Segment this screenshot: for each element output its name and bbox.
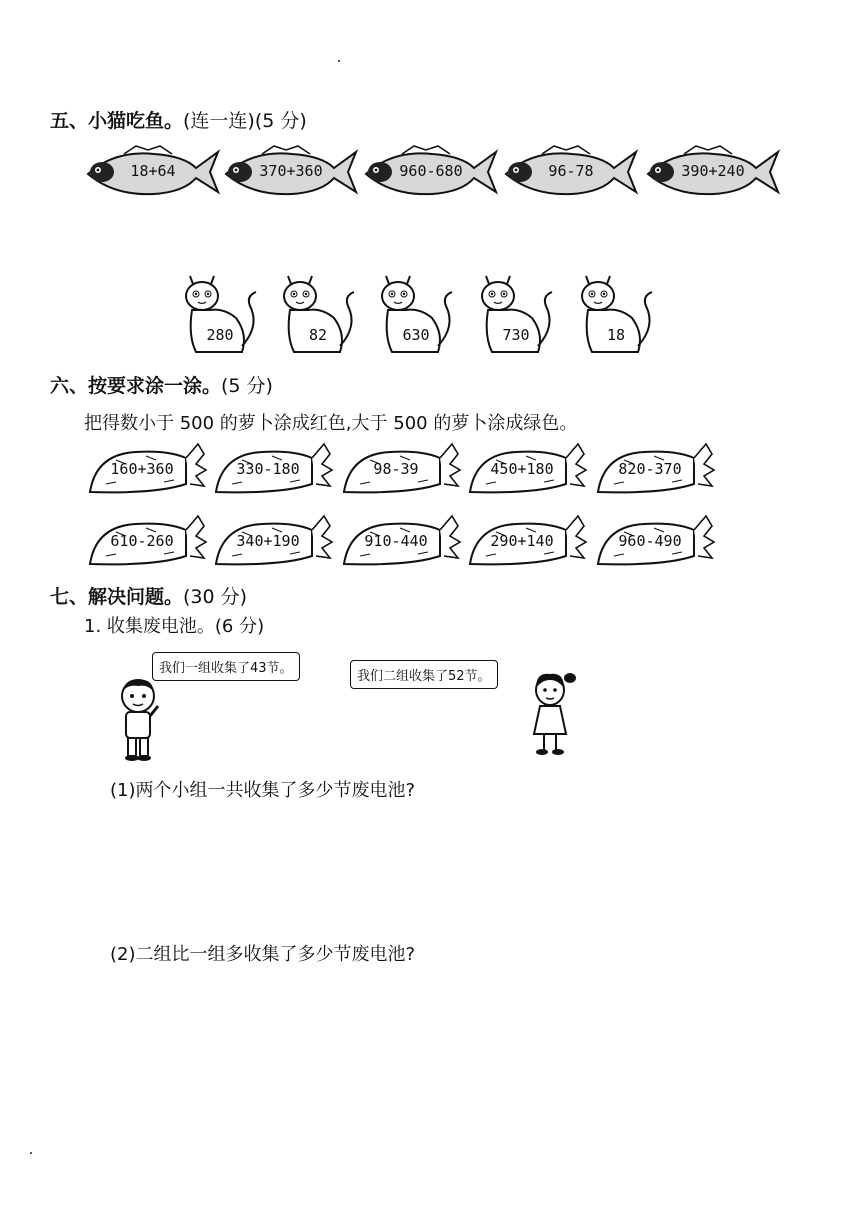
radish-item[interactable] <box>86 512 208 570</box>
cat-item[interactable] <box>576 266 662 358</box>
fish-expression: 370+360 <box>259 162 323 180</box>
section6-instruction: 把得数小于 500 的萝卜涂成红色,大于 500 的萝卜涂成绿色。 <box>84 413 578 434</box>
girl-illustration <box>520 668 582 764</box>
fish-item[interactable] <box>222 144 360 200</box>
section7-title-text: 七、解决问题。 <box>50 586 184 608</box>
cat-number: 18 <box>606 326 626 344</box>
scan-speck <box>30 1152 32 1154</box>
radish-expression: 290+140 <box>490 532 554 550</box>
section6-title-text: 六、按要求涂一涂。 <box>50 375 222 397</box>
section5-note: (连一连)(5 分) <box>183 110 307 132</box>
section5-title <box>50 106 307 133</box>
section5-title-text: 五、小猫吃鱼。 <box>50 110 184 132</box>
section7-title <box>50 582 247 609</box>
radish-item[interactable] <box>594 440 716 498</box>
radish-item[interactable] <box>212 440 334 498</box>
cat-item[interactable] <box>278 266 364 358</box>
radish-expression: 610-260 <box>110 532 174 550</box>
problem1-title: 1. 收集废电池。(6 分) <box>84 616 265 637</box>
section6-title <box>50 371 273 398</box>
radish-item[interactable] <box>466 440 588 498</box>
radish-expression: 960-490 <box>618 532 682 550</box>
cat-number: 280 <box>206 326 234 344</box>
radish-item[interactable] <box>466 512 588 570</box>
cat-number: 730 <box>502 326 530 344</box>
radish-item[interactable] <box>212 512 334 570</box>
radish-expression: 160+360 <box>110 460 174 478</box>
fish-expression: 390+240 <box>681 162 745 180</box>
girl-speech-bubble: 我们二组收集了52节。 <box>350 660 498 689</box>
radish-expression: 450+180 <box>490 460 554 478</box>
fish-item[interactable] <box>362 144 500 200</box>
cat-item[interactable] <box>180 266 266 358</box>
radish-expression: 330-180 <box>236 460 300 478</box>
fish-item[interactable] <box>644 144 782 200</box>
radish-item[interactable] <box>340 512 462 570</box>
fish-item[interactable] <box>84 144 222 200</box>
cat-item[interactable] <box>376 266 462 358</box>
section6-note: (5 分) <box>221 375 273 397</box>
radish-expression: 910-440 <box>364 532 428 550</box>
cat-number: 82 <box>308 326 328 344</box>
radish-expression: 340+190 <box>236 532 300 550</box>
boy-illustration <box>108 676 168 768</box>
question-1: (1)两个小组一共收集了多少节废电池? <box>110 780 416 801</box>
cat-item[interactable] <box>476 266 562 358</box>
question-2: (2)二组比一组多收集了多少节废电池? <box>110 944 416 965</box>
radish-expression: 98-39 <box>373 460 419 478</box>
radish-item[interactable] <box>594 512 716 570</box>
fish-item[interactable] <box>502 144 640 200</box>
section7-note: (30 分) <box>183 586 248 608</box>
radish-item[interactable] <box>340 440 462 498</box>
radish-expression: 820-370 <box>618 460 682 478</box>
fish-expression: 96-78 <box>548 162 594 180</box>
fish-expression: 960-680 <box>399 162 463 180</box>
radish-item[interactable] <box>86 440 208 498</box>
fish-expression: 18+64 <box>130 162 176 180</box>
boy-speech-bubble: 我们一组收集了43节。 <box>152 652 300 681</box>
scan-speck <box>338 60 340 62</box>
cat-number: 630 <box>402 326 430 344</box>
